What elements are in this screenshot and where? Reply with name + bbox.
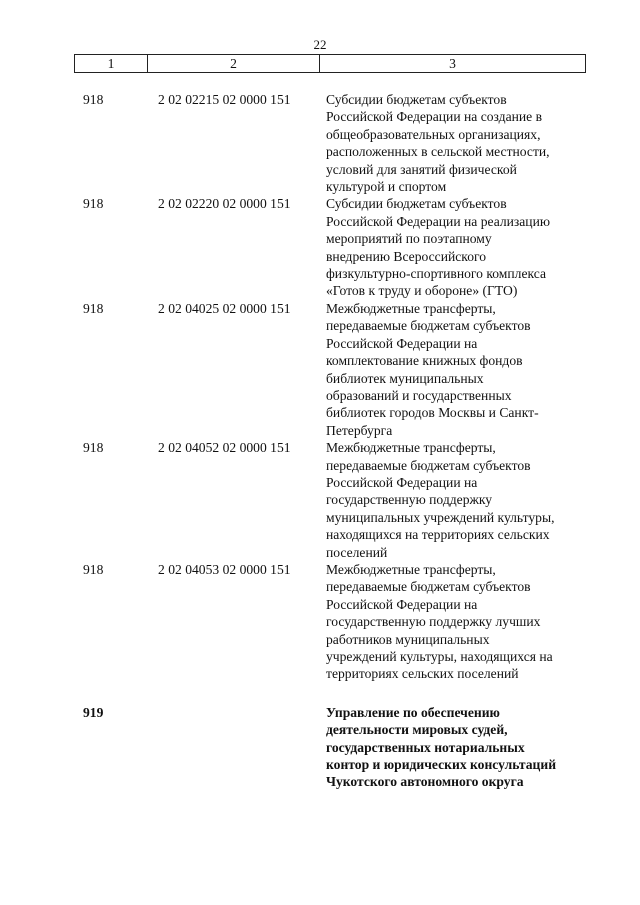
section-admin-code: 919 — [83, 704, 104, 720]
section-title: Управление по обеспечению деятельности мировых судей, государственных нотариальных контор и юридических консультаций Чукотского автономного округа — [326, 704, 557, 790]
budget-code: 2 02 04053 02 0000 151 — [158, 561, 291, 577]
page-number: 22 — [313, 37, 327, 52]
header-column-1: 1 — [107, 56, 115, 71]
table-row — [0, 195, 640, 299]
income-description: Субсидии бюджетам субъектов Российской Федерации на создание в общеобразовательных организациях, расположенных в сельской местности, условий для занятий физической культурой и спортом — [326, 92, 550, 195]
section-budget-code — [158, 704, 326, 791]
income-description: Межбюджетные трансферты, передаваемые бюджетам субъектов Российской Федерации на комплектование книжных фондов библиотек муниципальных образований и государственных библиотек городов Москвы и Санкт- Петербурга — [326, 300, 539, 438]
budget-code: 2 02 02220 02 0000 151 — [158, 196, 291, 212]
income-description: Межбюджетные трансферты, передаваемые бюджетам субъектов Российской Федерации на государственную поддержку муниципальных учреждений культуры, находящихся на территориях сельских поселений — [326, 440, 555, 560]
table-header — [74, 54, 586, 73]
admin-code: 918 — [83, 561, 104, 577]
income-description: Субсидии бюджетам субъектов Российской Федерации на реализацию мероприятий по поэтапному внедрению Всероссийского физкультурно-спортивного комплекса «Готов к труду и обороне» (ГТО) — [326, 196, 551, 299]
admin-code: 918 — [83, 440, 104, 456]
admin-code: 918 — [83, 300, 104, 316]
table-body — [0, 91, 640, 791]
admin-code: 918 — [83, 196, 104, 212]
budget-code: 2 02 04052 02 0000 151 — [158, 440, 291, 456]
admin-code: 918 — [83, 92, 104, 107]
section-heading-row — [0, 704, 640, 791]
table-row — [0, 300, 640, 439]
budget-code: 2 02 02215 02 0000 151 — [158, 92, 291, 107]
table-row — [0, 91, 640, 195]
table-row — [0, 439, 640, 561]
header-column-3: 3 — [319, 55, 585, 72]
header-column-2: 2 — [147, 55, 319, 72]
budget-code: 2 02 04025 02 0000 151 — [158, 300, 291, 316]
table-row — [0, 561, 640, 683]
income-description: Межбюджетные трансферты, передаваемые бюджетам субъектов Российской Федерации на государственную поддержку лучших работников муниципальных учреждений культуры, находящихся на территориях сельских поселений — [326, 561, 553, 682]
